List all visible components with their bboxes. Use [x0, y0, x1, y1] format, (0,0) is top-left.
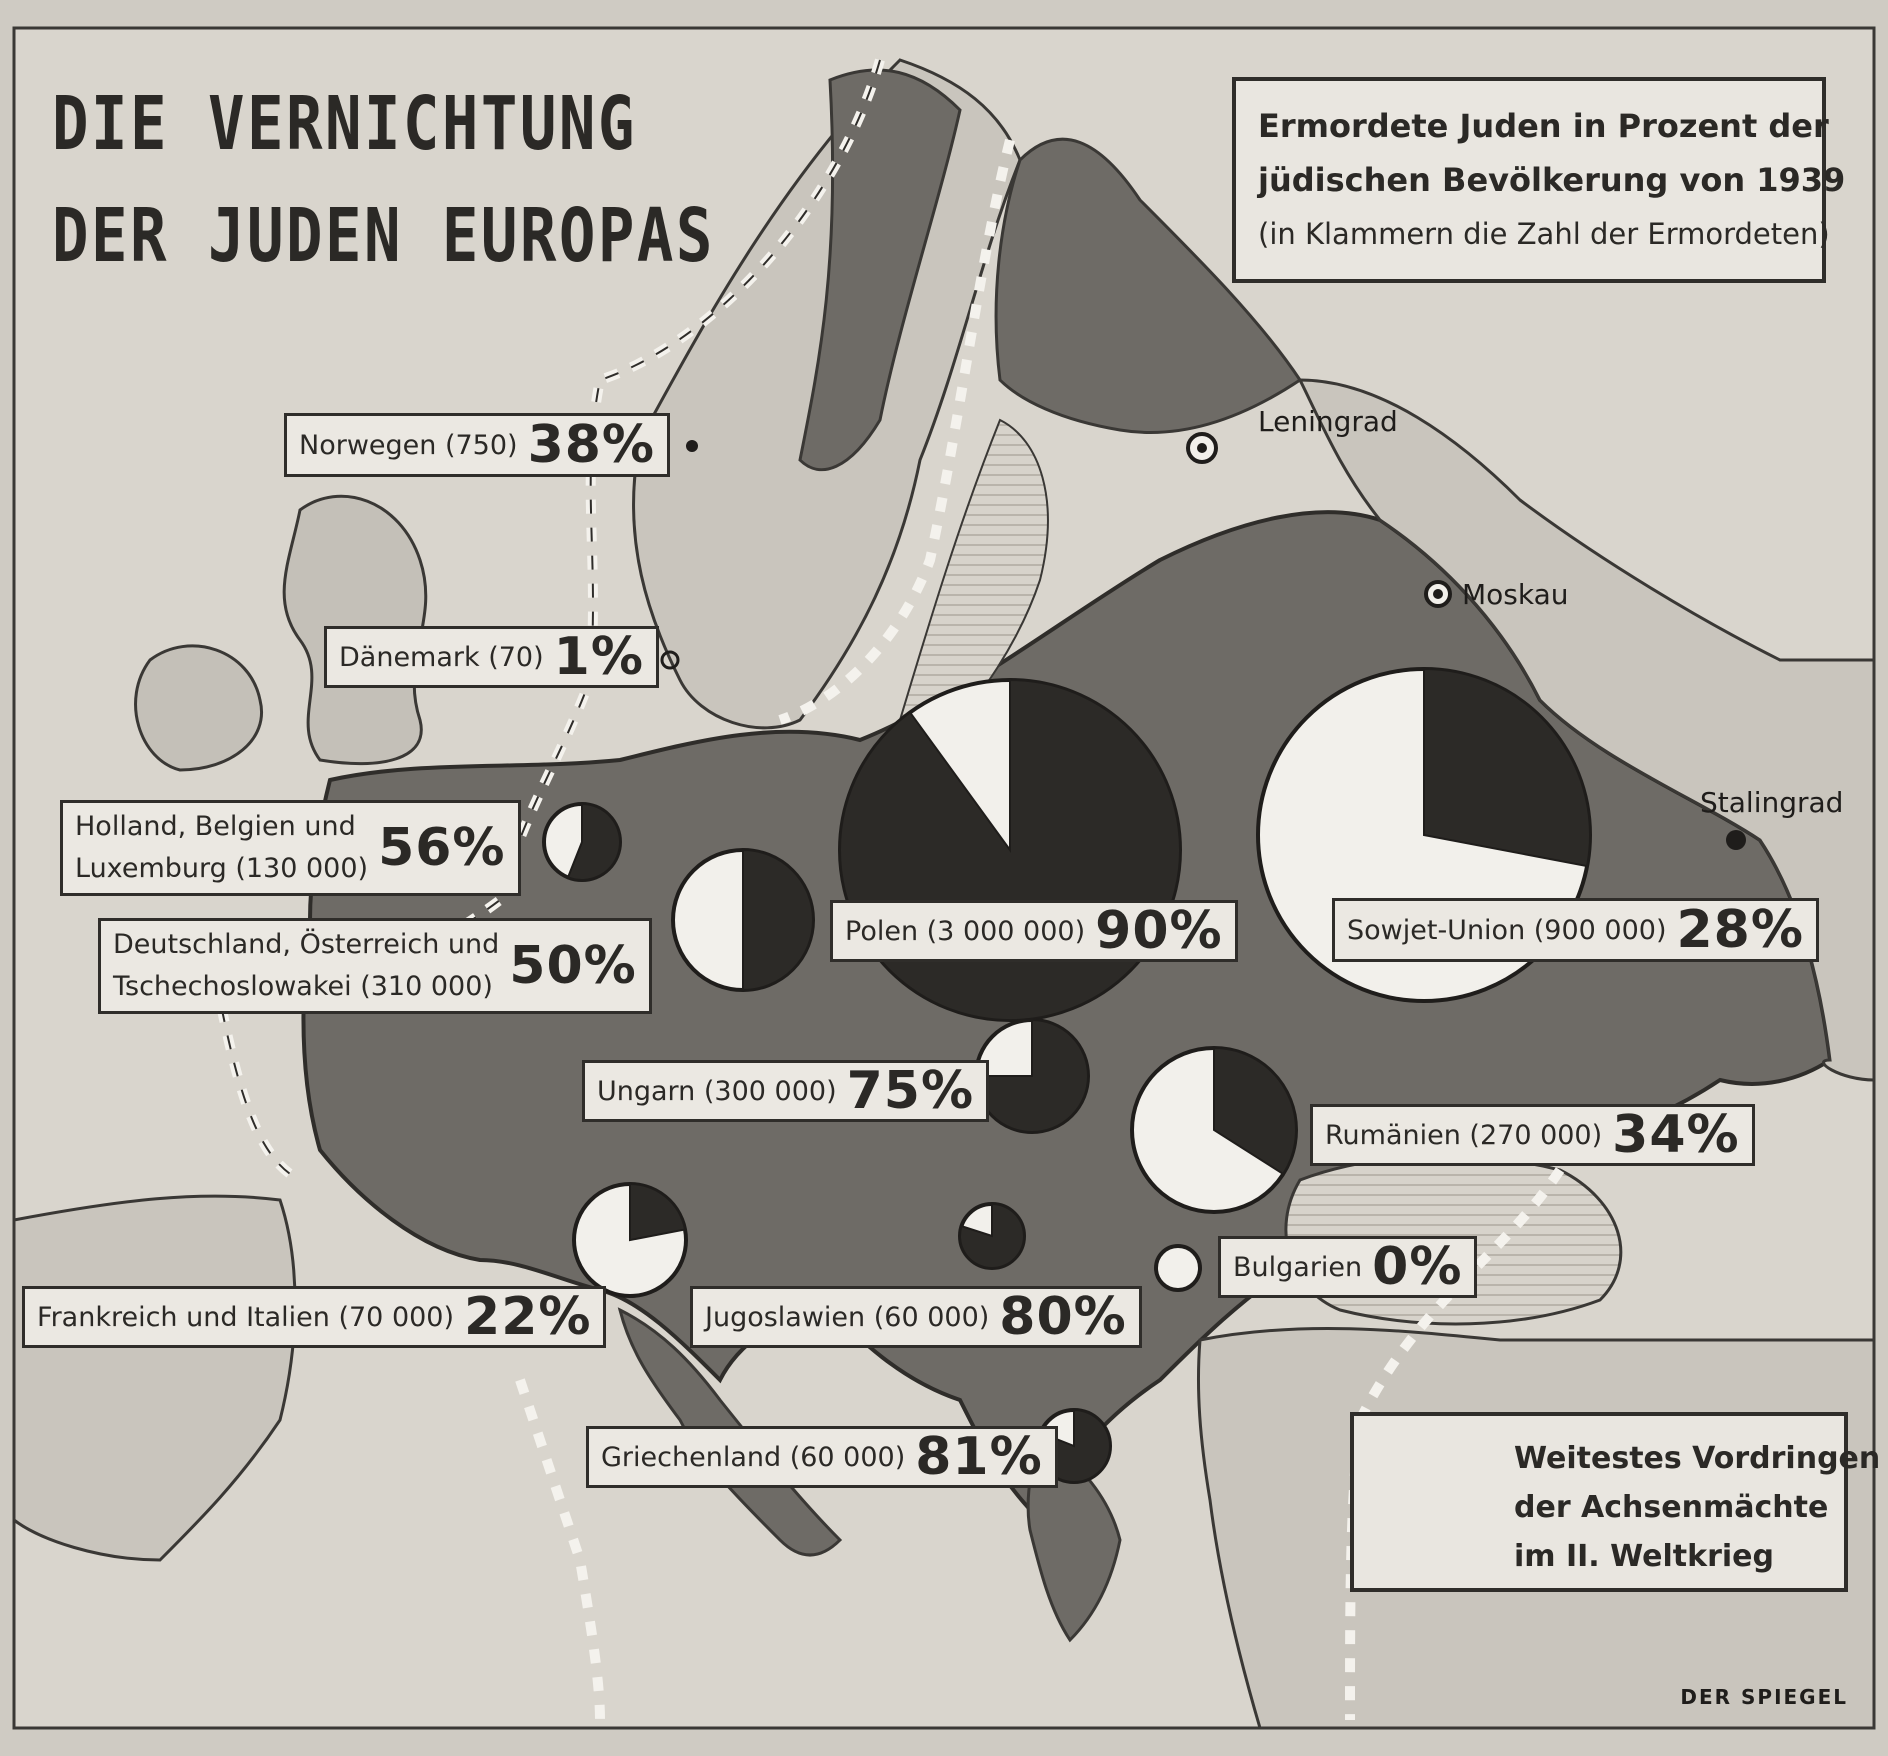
legend-percent-line-1: Ermordete Juden in Prozent der	[1258, 107, 1829, 145]
leningrad-marker-dot	[1197, 443, 1207, 453]
title-line-1: DIE VERNICHTUNG	[52, 81, 637, 167]
label-ungarn	[582, 1060, 989, 1122]
label-deutschland	[98, 918, 652, 1014]
label-rumaenien-name: Rumänien (270 000)	[1325, 1119, 1603, 1151]
label-polen-name: Polen (3 000 000)	[845, 915, 1086, 947]
label-rumaenien-percent: 34%	[1612, 1105, 1740, 1165]
legend-frontline-box	[1350, 1412, 1881, 1592]
legend-percent-box	[1232, 77, 1846, 283]
label-sowjet	[1332, 898, 1819, 962]
label-polen-percent: 90%	[1095, 901, 1223, 961]
label-polen	[830, 900, 1238, 962]
label-daenemark-percent: 1%	[553, 627, 644, 687]
label-sowjet-percent: 28%	[1676, 900, 1804, 960]
legend-frontline-line-2: der Achsenmächte	[1514, 1490, 1829, 1525]
stalingrad-marker	[1726, 830, 1746, 850]
city-label-moskau: Moskau	[1462, 578, 1569, 611]
label-griechenland-percent: 81%	[915, 1427, 1043, 1487]
label-griechenland-name: Griechenland (60 000)	[601, 1441, 906, 1473]
map-title	[52, 68, 715, 292]
pie-bulgarien-base	[1156, 1246, 1200, 1290]
label-benelux-name-1: Holland, Belgien und	[75, 811, 356, 842]
legend-percent-line-3: (in Klammern die Zahl der Ermordeten)	[1258, 217, 1830, 251]
label-frankreich-name: Frankreich und Italien (70 000)	[37, 1301, 455, 1333]
label-ungarn-percent: 75%	[846, 1061, 975, 1121]
label-benelux-name-2: Luxemburg (130 000)	[75, 853, 369, 884]
label-deutschland-percent: 50%	[509, 936, 637, 996]
label-jugoslawien-name: Jugoslawien (60 000)	[705, 1301, 990, 1333]
credit-der-spiegel: DER SPIEGEL	[1680, 1685, 1848, 1709]
city-label-stalingrad: Stalingrad	[1700, 786, 1844, 819]
legend-frontline-text	[1514, 1434, 1880, 1581]
label-benelux-names	[75, 806, 368, 890]
label-benelux	[60, 800, 521, 896]
label-norwegen-name: Norwegen (750)	[299, 429, 518, 461]
label-bulgarien-percent: 0%	[1372, 1237, 1463, 1297]
label-jugoslawien-percent: 80%	[999, 1287, 1127, 1347]
label-norwegen	[284, 413, 670, 477]
legend-frontline-line-3: im II. Weltkrieg	[1514, 1539, 1774, 1574]
label-benelux-percent: 56%	[378, 818, 506, 878]
label-frankreich-percent: 22%	[464, 1287, 592, 1347]
label-sowjet-name: Sowjet-Union (900 000)	[1347, 914, 1667, 946]
label-rumaenien	[1310, 1104, 1755, 1166]
label-deutschland-name-2: Tschechoslowakei (310 000)	[113, 971, 493, 1002]
label-daenemark	[324, 626, 659, 688]
label-daenemark-name: Dänemark (70)	[339, 641, 544, 673]
label-norwegen-percent: 38%	[527, 415, 656, 475]
label-deutschland-names	[113, 924, 499, 1008]
label-ungarn-name: Ungarn (300 000)	[597, 1075, 837, 1107]
label-jugoslawien	[690, 1286, 1142, 1348]
norwegen-marker	[686, 440, 698, 452]
title-line-2: DER JUDEN EUROPAS	[52, 193, 715, 279]
label-frankreich	[22, 1286, 606, 1348]
label-bulgarien-name: Bulgarien	[1233, 1251, 1363, 1283]
moskau-marker-dot	[1433, 589, 1443, 599]
city-label-leningrad: Leningrad	[1258, 405, 1398, 438]
pie-polen-murdered-slice	[840, 680, 1180, 1020]
label-bulgarien	[1218, 1236, 1477, 1298]
legend-frontline-line-1: Weitestes Vordringen	[1514, 1441, 1881, 1476]
legend-percent-line-2: jüdischen Bevölkerung von 1939	[1258, 161, 1846, 199]
label-griechenland	[586, 1426, 1058, 1488]
label-deutschland-name-1: Deutschland, Österreich und	[113, 929, 500, 960]
